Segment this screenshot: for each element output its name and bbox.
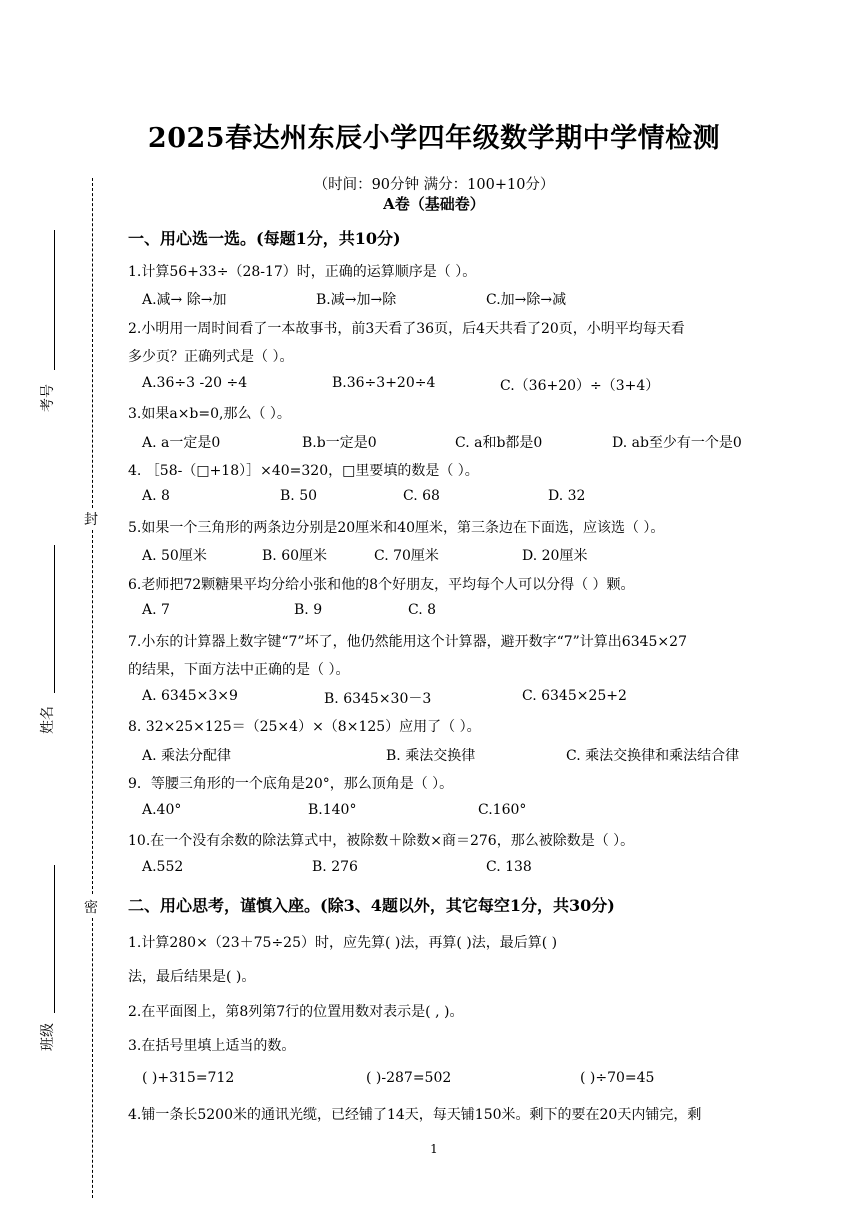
section1-heading: 一、用心选一选。(每题1分，共10分) xyxy=(128,229,401,248)
q5-option-a: A. 50厘米 xyxy=(142,548,207,564)
name-label: 姓名 xyxy=(40,706,56,734)
q3-option-b: B.b一定是0 xyxy=(302,435,377,451)
section2-heading: 二、用心思考，谨慎入座。(除3、4题以外，其它每空1分，共30分) xyxy=(128,896,615,915)
q5-option-d: D. 20厘米 xyxy=(522,548,588,564)
question-3: 3.如果a×b=0,那么（ ）。 xyxy=(128,406,291,422)
q8-option-a: A. 乘法分配律 xyxy=(142,748,232,764)
s2-fill-2: ( )-287=502 xyxy=(366,1070,452,1086)
s2-question-1-cont: 法，最后结果是( )。 xyxy=(128,969,256,985)
q10-option-b: B. 276 xyxy=(312,859,358,875)
q6-option-b: B. 9 xyxy=(294,602,323,618)
question-10: 10.在一个没有余数的除法算式中，被除数＋除数×商＝276，那么被除数是（ ）。 xyxy=(128,833,635,849)
question-7: 7.小东的计算器上数字键“7”坏了，他仍然能用这个计算器，避开数字“7”计算出6345×27 xyxy=(128,634,687,650)
s2-question-1: 1.计算280×（23＋75÷25）时，应先算( )法，再算( )法，最后算( ) xyxy=(128,935,558,951)
exam-number-line[interactable] xyxy=(54,230,55,370)
q2-option-a: A.36÷3 -20 ÷4 xyxy=(142,375,248,391)
q3-option-d: D. ab至少有一个是0 xyxy=(612,435,742,451)
s2-question-2: 2.在平面图上，第8列第7行的位置用数对表示是( , )。 xyxy=(128,1004,464,1020)
q7-option-a: A. 6345×3×9 xyxy=(142,688,238,704)
q7-option-c: C. 6345×25+2 xyxy=(522,688,627,704)
q4-option-b: B. 50 xyxy=(280,488,318,504)
page-title: 2025春达州东辰小学四年级数学期中学情检测 xyxy=(147,123,721,154)
q5-option-b: B. 60厘米 xyxy=(262,548,328,564)
q1-option-b: B.减→加→除 xyxy=(316,292,397,308)
q3-option-a: A. a一定是0 xyxy=(142,435,221,451)
q8-option-c: C. 乘法交换律和乘法结合律 xyxy=(566,748,740,764)
class-line[interactable] xyxy=(54,865,55,1013)
question-6: 6.老师把72颗糖果平均分给小张和他的8个好朋友，平均每个人可以分得（ ）颗。 xyxy=(128,577,635,593)
q10-option-a: A.552 xyxy=(142,859,184,875)
q1-option-a: A.减→ 除→加 xyxy=(142,292,227,308)
s2-question-4: 4.铺一条长5200米的通讯光缆，已经铺了14天，每天铺150米。剩下的要在20天内铺完，剩 xyxy=(128,1107,702,1123)
seal-word-mi: 密 xyxy=(84,900,98,916)
q4-option-d: D. 32 xyxy=(548,488,586,504)
q3-option-c: C. a和b都是0 xyxy=(455,435,543,451)
s2-fill-1: ( )+315=712 xyxy=(142,1070,235,1086)
question-2-cont: 多少页？正确列式是（ ）。 xyxy=(128,349,294,365)
question-4: 4. ［58-（□+18）］×40=320，□里要填的数是（ ）。 xyxy=(128,463,479,479)
name-line[interactable] xyxy=(54,545,55,693)
binding-dash-line xyxy=(92,530,93,894)
question-9: 9．等腰三角形的一个底角是20°，那么顶角是（ ）。 xyxy=(128,776,454,792)
q1-option-c: C.加→除→减 xyxy=(486,292,567,308)
question-2: 2.小明用一周时间看了一本故事书，前3天看了36页，后4天共看了20页，小明平均每天看 xyxy=(128,321,685,337)
exam-number-label: 考号 xyxy=(40,384,56,412)
binding-dash-line xyxy=(92,178,93,508)
q8-option-b: B. 乘法交换律 xyxy=(386,748,476,764)
q4-option-a: A. 8 xyxy=(142,488,170,504)
class-label: 班级 xyxy=(40,1023,56,1051)
q9-option-b: B.140° xyxy=(308,802,357,818)
question-8: 8. 32×25×125＝（25×4）×（8×125）应用了（ ）。 xyxy=(128,719,481,735)
q4-option-c: C. 68 xyxy=(403,488,440,504)
q6-option-a: A. 7 xyxy=(142,602,170,618)
q2-option-b: B.36÷3+20÷4 xyxy=(332,375,436,391)
q10-option-c: C. 138 xyxy=(486,859,532,875)
q9-option-a: A.40° xyxy=(142,802,182,818)
q2-option-c: C.（36+20）÷（3+4） xyxy=(500,378,660,394)
binding-dash-line xyxy=(92,918,93,1198)
s2-question-3: 3.在括号里填上适当的数。 xyxy=(128,1038,296,1054)
q7-option-b: B. 6345×30－3 xyxy=(324,691,432,707)
q9-option-c: C.160° xyxy=(478,802,527,818)
volume-label: A卷（基础卷） xyxy=(383,195,485,213)
seal-word-feng: 封 xyxy=(84,512,98,528)
q6-option-c: C. 8 xyxy=(408,602,437,618)
s2-fill-3: ( )÷70=45 xyxy=(580,1070,655,1086)
question-5: 5.如果一个三角形的两条边分别是20厘米和40厘米，第三条边在下面选，应该选（ ）。 xyxy=(128,520,665,536)
question-1: 1.计算56+33÷（28-17）时，正确的运算顺序是（ ）。 xyxy=(128,264,477,280)
page-number: 1 xyxy=(430,1142,438,1156)
question-7-cont: 的结果，下面方法中正确的是（ ）。 xyxy=(128,662,350,678)
exam-info: （时间：90分钟 满分：100+10分） xyxy=(313,177,555,193)
q5-option-c: C. 70厘米 xyxy=(374,548,439,564)
